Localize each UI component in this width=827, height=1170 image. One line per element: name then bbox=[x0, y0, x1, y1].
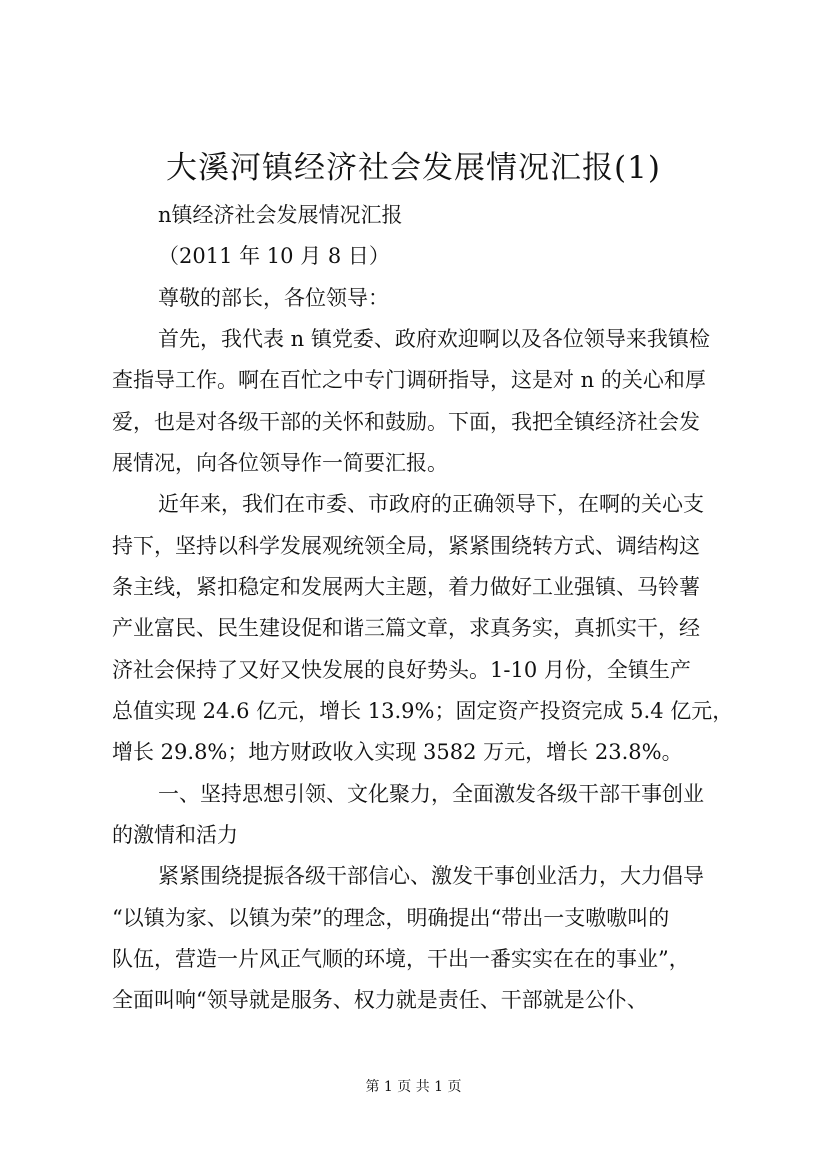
paragraph-line: 持下，坚持以科学发展观统领全局，紧紧围绕转方式、调结构这 bbox=[112, 534, 700, 558]
paragraph-line: 总值实现 24.6 亿元，增长 13.9%；固定资产投资完成 5.4 亿元， bbox=[112, 699, 734, 723]
paragraph-line: “以镇为家、以镇为荣”的理念，明确提出“带出一支嗷嗷叫的 bbox=[112, 906, 670, 930]
paragraph-line: 增长 29.8%；地方财政收入实现 3582 万元，增长 23.8%。 bbox=[112, 740, 683, 764]
subtitle-line: n镇经济社会发展情况汇报 bbox=[158, 203, 403, 227]
document-title: 大溪河镇经济社会发展情况汇报(1) bbox=[166, 150, 661, 186]
page-footer: 第 1 页 共 1 页 bbox=[365, 1079, 462, 1095]
section-heading-line: 一、坚持思想引领、文化聚力，全面激发各级干部干事创业 bbox=[158, 782, 704, 806]
paragraph-line: 近年来，我们在市委、市政府的正确领导下，在啊的关心支 bbox=[158, 492, 704, 516]
paragraph-line: 产业富民、民生建设促和谐三篇文章，求真务实，真抓实干，经 bbox=[112, 616, 700, 640]
paragraph-line: 紧紧围绕提振各级干部信心、激发干事创业活力，大力倡导 bbox=[158, 864, 704, 888]
section-heading-line: 的激情和活力 bbox=[112, 823, 238, 847]
paragraph-line: 爱，也是对各级干部的关怀和鼓励。下面，我把全镇经济社会发 bbox=[112, 410, 700, 434]
paragraph-line: 首先，我代表 n 镇党委、政府欢迎啊以及各位领导来我镇检 bbox=[158, 327, 710, 351]
salutation-line: 尊敬的部长，各位领导： bbox=[158, 286, 389, 310]
paragraph-line: 队伍，营造一片风正气顺的环境，干出一番实实在在的事业”， bbox=[112, 947, 690, 971]
paragraph-line: 条主线，紧扣稳定和发展两大主题，着力做好工业强镇、马铃薯 bbox=[112, 575, 700, 599]
paragraph-line: 查指导工作。啊在百忙之中专门调研指导，这是对 n 的关心和厚 bbox=[112, 368, 706, 392]
paragraph-line: 济社会保持了又好又快发展的良好势头。1-10 月份，全镇生产 bbox=[112, 658, 691, 682]
paragraph-line: 展情况，向各位领导作一简要汇报。 bbox=[112, 451, 448, 475]
date-line: （2011 年 10 月 8 日） bbox=[158, 244, 390, 268]
paragraph-line: 全面叫响“领导就是服务、权力就是责任、干部就是公仆、 bbox=[112, 988, 648, 1012]
